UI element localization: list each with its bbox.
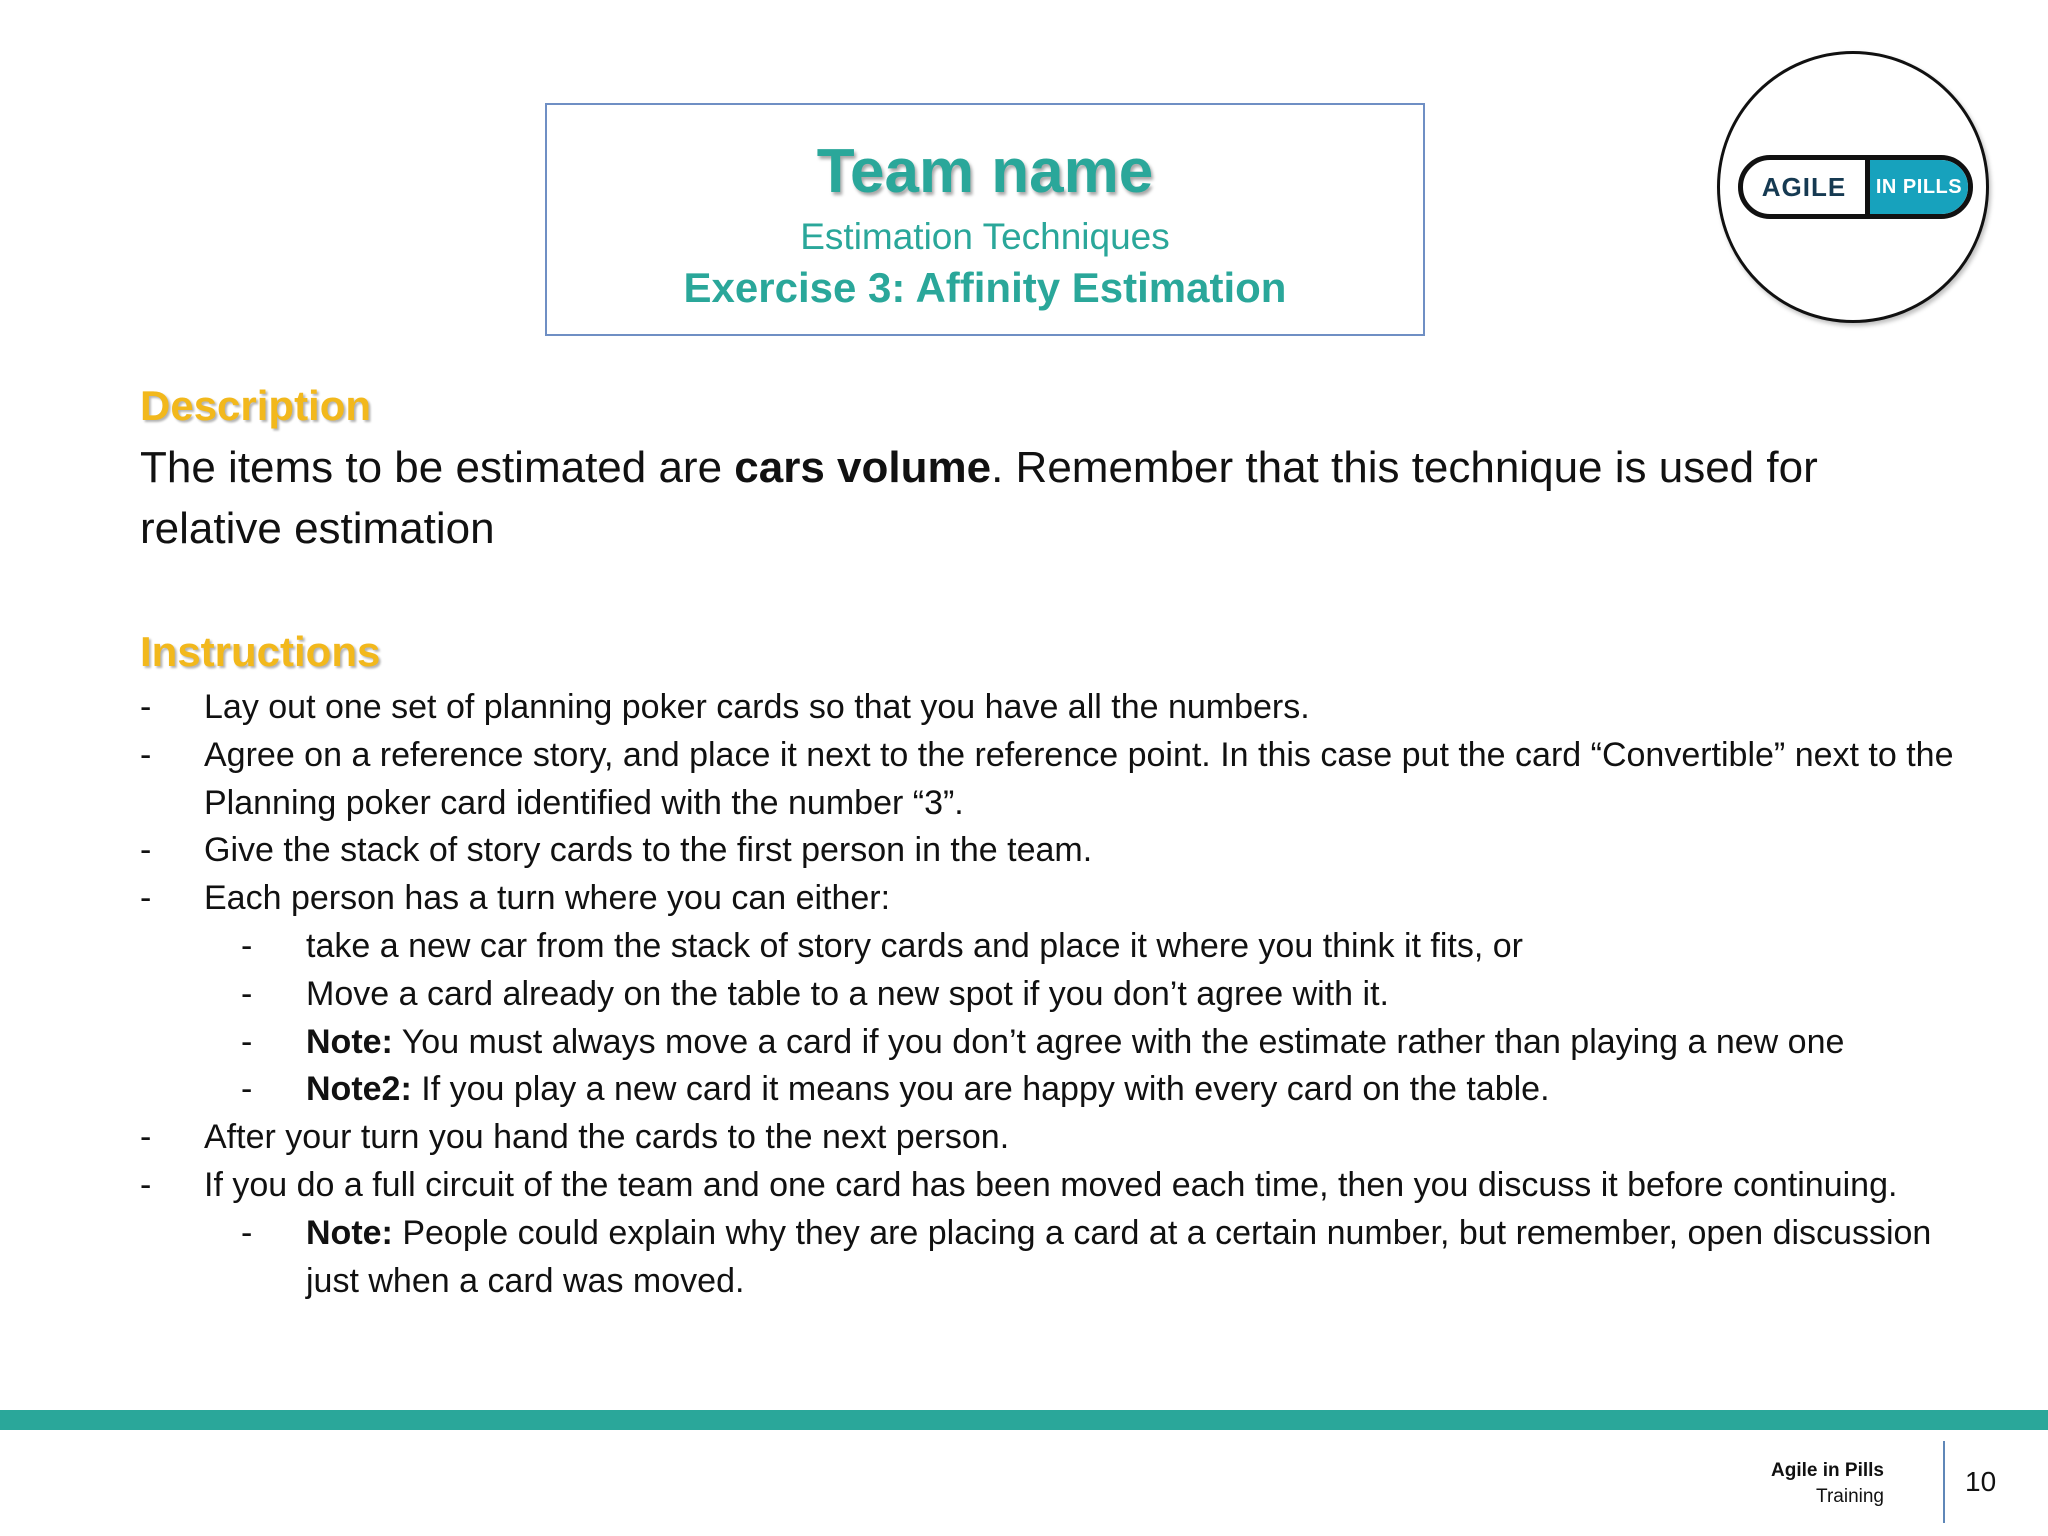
instruction-item: [140, 684, 1980, 732]
instruction-subitem: [140, 1019, 1980, 1067]
team-name-title: Team name: [816, 137, 1154, 206]
instruction-item: [140, 732, 1980, 828]
instruction-text: People could explain why they are placing a card at a certain number, but remember, open discussion just when a card was moved.: [306, 1213, 1932, 1300]
description-text-before: The items to be estimated are: [140, 443, 735, 492]
instruction-text: Move a card already on the table to a new spot if you don’t agree with it.: [306, 974, 1389, 1013]
instruction-subitem: [140, 923, 1980, 971]
instruction-item: [140, 1114, 1980, 1162]
bullet-dash: -: [241, 1022, 253, 1061]
instruction-text: After your turn you hand the cards to the next person.: [204, 1118, 1010, 1157]
bullet-dash: -: [241, 1213, 253, 1252]
bullet-dash: -: [241, 1070, 253, 1109]
bullet-dash: -: [140, 1165, 152, 1204]
title-box: [545, 103, 1425, 336]
instruction-subitem: [140, 971, 1980, 1019]
footer-divider: [1943, 1441, 1945, 1523]
footer-bar: [0, 1410, 2048, 1430]
instruction-item: [140, 1162, 1980, 1210]
description-heading: Description: [140, 382, 372, 429]
description-text-after: . Remember that this technique is used for relative estimation: [140, 443, 1818, 553]
note-label: Note:: [306, 1213, 393, 1252]
instruction-text: You must always move a card if you don’t agree with the estimate rather than playing a new one: [392, 1022, 1845, 1061]
bullet-dash: -: [241, 926, 253, 965]
agile-in-pills-logo: [1717, 51, 1989, 323]
instruction-text: Each person has a turn where you can either:: [204, 879, 891, 918]
note-label: Note2:: [306, 1070, 412, 1109]
instructions-list: [140, 684, 1980, 1305]
instruction-text: If you play a new card it means you are happy with every card on the table.: [411, 1070, 1550, 1109]
bullet-dash: -: [140, 735, 152, 774]
instructions-heading: Instructions: [140, 628, 381, 675]
description-text-bold: cars volume: [734, 443, 992, 492]
instruction-text: take a new car from the stack of story cards and place it where you think it fits, or: [306, 926, 1523, 965]
instruction-text: Agree on a reference story, and place it next to the reference point. In this case put the card “Convertible” next to the Planning poker card identified with the number “3”.: [204, 735, 1954, 822]
bullet-dash: -: [140, 879, 152, 918]
logo-left-text: AGILE: [1761, 171, 1847, 202]
exercise-title: Exercise 3: Affinity Estimation: [683, 264, 1287, 311]
instruction-item: [140, 875, 1980, 923]
bullet-dash: -: [241, 974, 253, 1013]
bullet-dash: -: [140, 1118, 152, 1157]
instruction-text: If you do a full circuit of the team and one card has been moved each time, then you discuss it before continuing.: [204, 1165, 1898, 1204]
bullet-dash: -: [140, 831, 152, 870]
footer-brand-name: Agile in Pills: [1771, 1460, 1884, 1481]
instruction-text: Give the stack of story cards to the first person in the team.: [204, 831, 1093, 870]
logo-right-text: IN PILLS: [1865, 160, 1968, 214]
footer-brand: [1771, 1458, 1884, 1510]
pill-icon: [1738, 155, 1973, 219]
instruction-item: [140, 827, 1980, 875]
description-text: [140, 437, 1940, 559]
instruction-subitem: [140, 1210, 1980, 1306]
instruction-subitem: [140, 1066, 1980, 1114]
bullet-dash: -: [140, 688, 152, 726]
page-number: 10: [1965, 1466, 1997, 1497]
subtitle: Estimation Techniques: [800, 216, 1170, 257]
note-label: Note:: [306, 1022, 393, 1061]
instruction-text: Lay out one set of planning poker cards so that you have all the numbers.: [204, 688, 1310, 726]
footer-brand-sub: Training: [1816, 1486, 1884, 1507]
